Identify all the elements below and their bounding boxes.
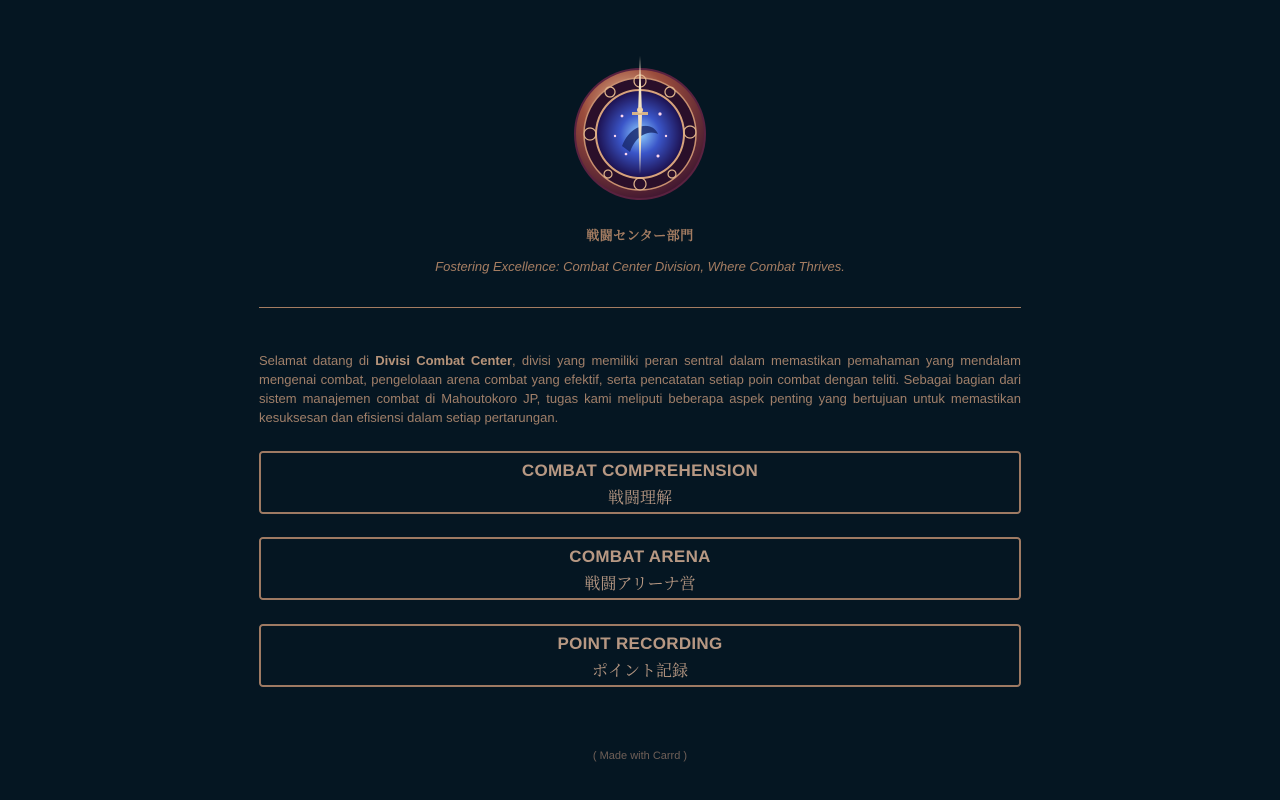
point-recording-button[interactable] <box>259 624 1021 687</box>
made-with-carrd-link[interactable]: ( Made with Carrd ) <box>592 750 688 762</box>
button-label-en: POINT RECORDING <box>557 634 723 653</box>
divider <box>259 307 1021 308</box>
button-label-jp: 戦闘理解 <box>607 490 672 507</box>
button-label-en: COMBAT COMPREHENSION <box>521 461 759 480</box>
button-label-jp: ポイント記録 <box>591 663 688 680</box>
page-title: 戦闘センター部門 <box>586 228 694 243</box>
combat-emblem-icon <box>570 54 710 202</box>
combat-arena-button[interactable] <box>259 537 1021 600</box>
intro-lead: Selamat datang di <box>259 353 376 368</box>
combat-comprehension-button[interactable] <box>259 451 1021 514</box>
intro-body: , divisi yang memiliki peran sentral dalam memastikan pemahaman yang mendalam mengenai combat, pengelolaan arena combat yang efektif, serta pencatatan setiap poin combat dengan teliti. Sebagai bagian dari sistem manajemen combat di Mahoutokoro JP, tugas kami meliputi beberapa aspek penting yang bertujuan untuk memastikan kesuksesan dan efisiensi dalam setiap pertarungan. <box>259 353 1021 425</box>
button-label-en: COMBAT ARENA <box>569 547 711 566</box>
intro-paragraph <box>259 351 1021 427</box>
tagline: Fostering Excellence: Combat Center Division, Where Combat Thrives. <box>435 259 845 274</box>
intro-highlight: Divisi Combat Center <box>375 353 513 368</box>
button-label-jp: 戦闘アリーナ営 <box>584 576 696 593</box>
